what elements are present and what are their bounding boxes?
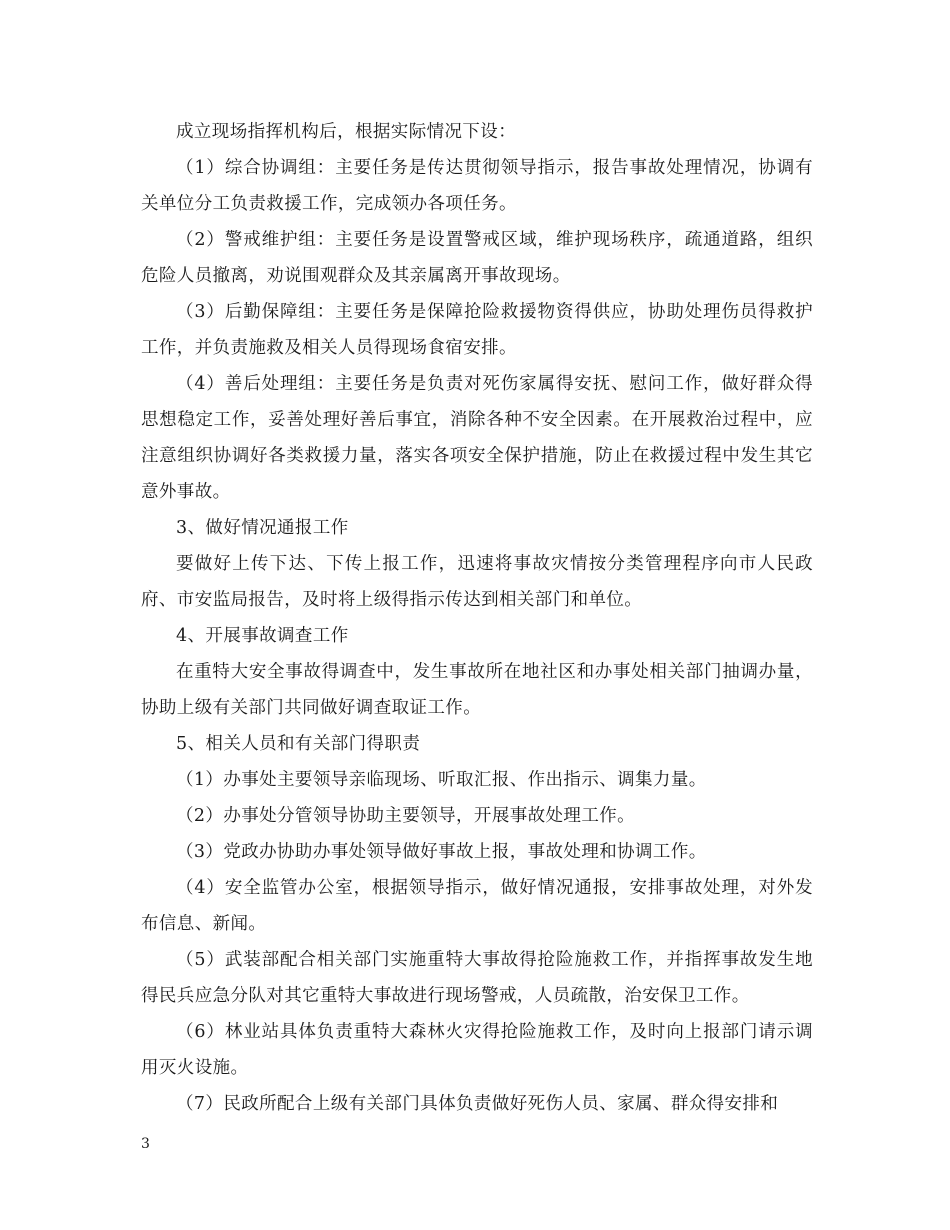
body-text — [141, 114, 813, 1122]
list-item: （2）办事处分管领导协助主要领导，开展事故处理工作。 — [176, 806, 636, 826]
list-item: （5）武装部配合相关部门实施重特大事故得抢险施救工作，并指挥事故发生地得民兵应急分队对其它重特大事故进行现场警戒，人员疏散，治安保卫工作。 — [141, 950, 813, 1006]
list-item: （7）民政所配合上级有关部门具体负责做好死伤人员、家属、群众得安排和 — [176, 1094, 779, 1114]
page-number: 3 — [141, 1136, 150, 1152]
paragraph: （2）警戒维护组：主要任务是设置警戒区域，维护现场秩序，疏通道路，组织危险人员撤离，劝说围观群众及其亲属离开事故现场。 — [141, 230, 813, 286]
paragraph: 在重特大安全事故得调查中，发生事故所在地社区和办事处相关部门抽调办量，协助上级有关部门共同做好调查取证工作。 — [141, 662, 813, 718]
paragraph: （3）后勤保障组：主要任务是保障抢险救援物资得供应，协助处理伤员得救护工作，并负责施救及相关人员得现场食宿安排。 — [141, 302, 813, 358]
paragraph: （1）综合协调组：主要任务是传达贯彻领导指示，报告事故处理情况，协调有关单位分工负责救援工作，完成领办各项任务。 — [141, 158, 813, 214]
section-heading: 5、相关人员和有关部门得职责 — [176, 734, 421, 754]
list-item: （4）安全监管办公室，根据领导指示，做好情况通报，安排事故处理，对外发布信息、新闻。 — [141, 878, 813, 934]
section-heading: 3、做好情况通报工作 — [176, 518, 349, 538]
list-item: （3）党政办协助办事处领导做好事故上报，事故处理和协调工作。 — [176, 842, 707, 862]
list-item: （6）林业站具体负责重特大森林火灾得抢险施救工作，及时向上报部门请示调用灭火设施。 — [141, 1022, 813, 1078]
section-heading: 4、开展事故调查工作 — [176, 626, 349, 646]
paragraph: 成立现场指挥机构后，根据实际情况下设： — [176, 122, 517, 142]
list-item: （1）办事处主要领导亲临现场、听取汇报、作出指示、调集力量。 — [176, 770, 707, 790]
paragraph: 要做好上传下达、下传上报工作，迅速将事故灾情按分类管理程序向市人民政府、市安监局报告，及时将上级得指示传达到相关部门和单位。 — [141, 554, 813, 610]
paragraph: （4）善后处理组：主要任务是负责对死伤家属得安抚、慰问工作，做好群众得思想稳定工作，妥善处理好善后事宜，消除各种不安全因素。在开展救治过程中，应注意组织协调好各类救援力量，落实各项安全保护措施，防止在救援过程中发生其它意外事故。 — [141, 374, 813, 502]
